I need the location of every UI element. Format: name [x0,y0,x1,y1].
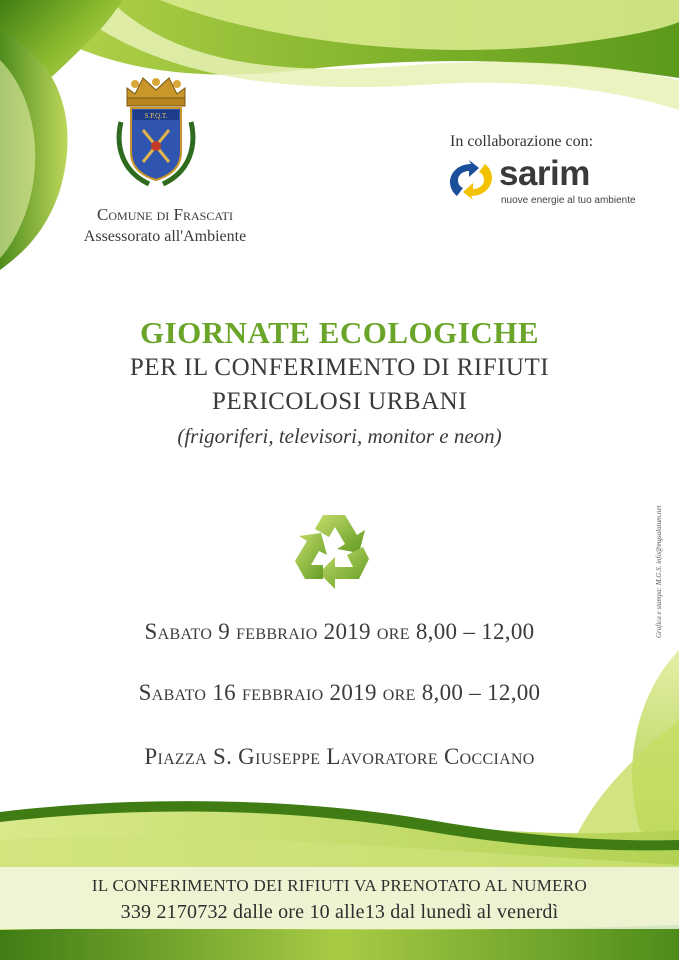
sarim-logo [447,154,647,208]
booking-line2: 339 2170732 dalle ore 10 alle13 dal lunedì al venerdì [120,901,559,923]
crest-text: S.P.Q.T. [144,112,168,120]
department-name: Assessorato all'Ambiente [83,228,247,245]
event-heading [0,315,679,451]
comune-name: Comune di Frascati [97,205,233,224]
sarim-swirl-icon [447,160,495,200]
date-second: Sabato 16 febbraio 2019 ore 8,00 – 12,00 [138,680,541,705]
date-first: Sabato 9 febbraio 2019 ore 8,00 – 12,00 [144,619,535,644]
frascati-crest-icon [113,72,199,194]
print-credit [655,488,669,638]
event-title: GIORNATE ECOLOGICHE [139,315,540,350]
booking-line1: IL CONFERIMENTO DEI RIFIUTI VA PRENOTATO AL NUMERO [91,876,588,895]
sarim-wordmark: sarim [499,154,590,193]
organizer-block [40,205,290,247]
print-credit-text: Grafica e stampa: M.G.S. info@mgsalatum.net [655,505,663,638]
event-note: (frigoriferi, televisori, monitor e neon) [177,424,502,448]
event-location: Piazza S. Giuseppe Lavoratore Cocciano [144,744,535,769]
booking-footer [0,867,679,929]
collaboration-label: In collaborazione con: [450,133,594,150]
event-subtitle-line1: PER IL CONFERIMENTO DI RIFIUTI [129,354,550,381]
sarim-tagline: nuove energie al tuo ambiente [501,195,636,206]
event-subtitle-line2: PERICOLOSI URBANI [211,388,468,415]
recycle-icon [293,507,381,592]
